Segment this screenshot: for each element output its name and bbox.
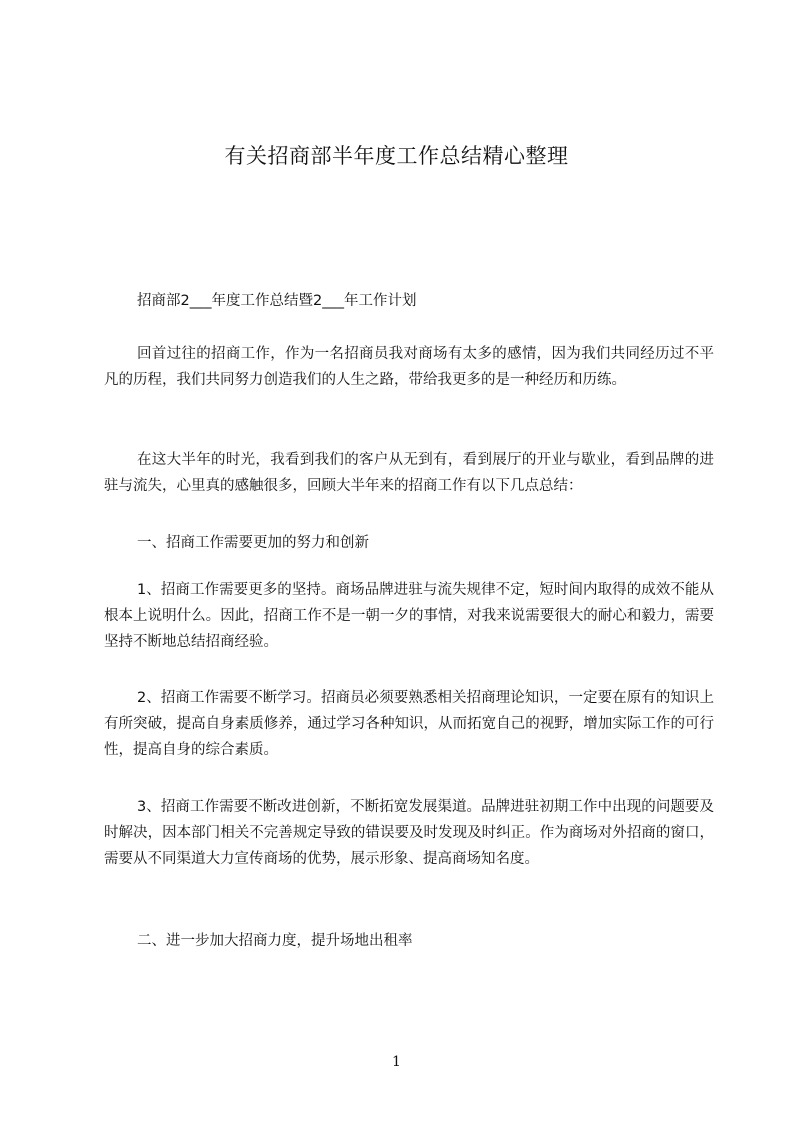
section-heading-2: 二、进一步加大招商力度，提升场地出租率 [137,933,413,949]
intro-paragraph: 回首过往的招商工作，作为一名招商员我对商场有太多的感情，因为我们共同经历过不平凡的历程，我们共同努力创造我们的人生之路，带给我更多的是一种经历和历练。 [104,346,714,388]
point-3-paragraph: 3、招商工作需要不断改进创新，不断拓宽发展渠道。品牌进驻初期工作中出现的问题要及时解决，因本部门相关不完善规定导致的错误要及时发现及时纠正。作为商场对外招商的窗口，需要从不同渠道大力宣传商场的优势，展示形象、提高商场知名度。 [104,799,714,867]
document-title: 有关招商部半年度工作总结精心整理 [224,144,569,168]
point-1-paragraph: 1、招商工作需要更多的坚持。商场品牌进驻与流失规律不定，短时间内取得的成效不能从根本上说明什么。因此，招商工作不是一朝一夕的事情，对我来说需要很大的耐心和毅力，需要坚持不断地总结招商经验。 [104,582,714,650]
review-paragraph: 在这大半年的时光，我看到我们的客户从无到有，看到展厅的开业与歇业，看到品牌的进驻与流失，心里真的感触很多，回顾大半年来的招商工作有以下几点总结： [104,452,714,494]
plan-heading: 招商部2___年度工作总结暨2___年工作计划 [137,293,417,309]
section-heading-1: 一、招商工作需要更加的努力和创新 [137,535,369,551]
page-number: 1 [392,1054,401,1070]
point-2-paragraph: 2、招商工作需要不断学习。招商员必须要熟悉相关招商理论知识，一定要在原有的知识上有所突破，提高自身素质修养，通过学习各种知识，从而拓宽自己的视野，增加实际工作的可行性，提高自身的综合素质。 [104,690,714,758]
